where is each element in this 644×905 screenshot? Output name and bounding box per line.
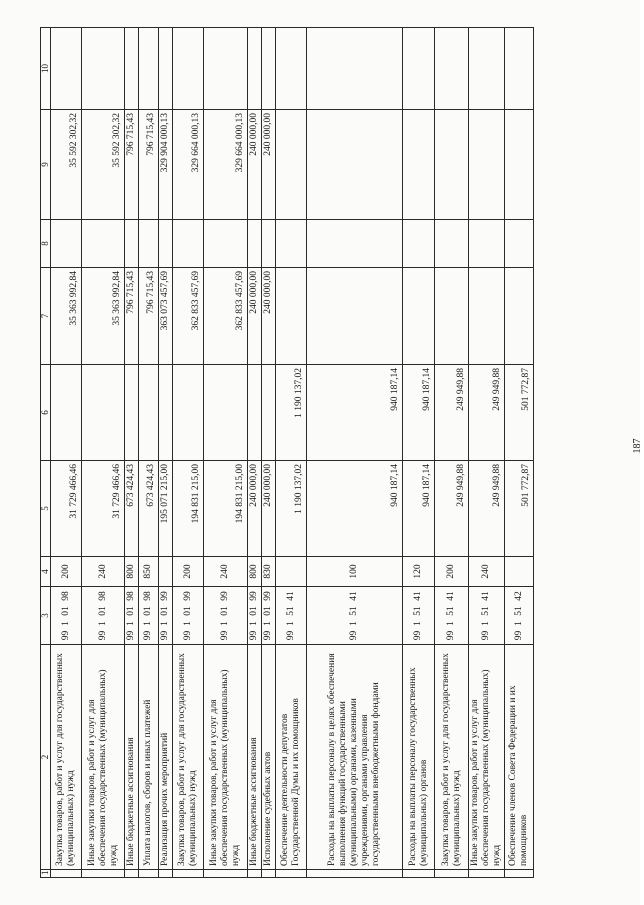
column-header-7: 7 xyxy=(41,268,51,365)
row-col-10-cell xyxy=(469,28,505,110)
code-part: 1 xyxy=(513,621,524,626)
code-part: 1 xyxy=(285,621,296,626)
row-col-10-cell xyxy=(435,28,469,110)
row-col-8-cell xyxy=(82,220,125,268)
row-col-10-cell xyxy=(51,28,82,110)
row-col-7-cell: 796 715,43 xyxy=(139,268,159,365)
row-name-cell: Иные закупки товаров, работ и услуг для обеспечения государственных (муниципальных) нужд xyxy=(204,645,248,870)
row-code-cell xyxy=(435,587,469,645)
row-col-5-cell: 31 729 466,46 xyxy=(51,461,82,557)
code-part: 99 xyxy=(413,630,423,641)
row-col-7-cell: 363 073 457,69 xyxy=(159,268,173,365)
code-part: 99 xyxy=(60,630,71,641)
row-col-9-cell: 796 715,43 xyxy=(139,110,159,220)
column-header-5: 5 xyxy=(41,461,51,557)
row-col-4-cell xyxy=(505,557,534,587)
row-col-6-cell xyxy=(125,365,139,461)
row-code-cell xyxy=(307,587,403,645)
row-col-8-cell xyxy=(159,220,173,268)
row-col-6-cell xyxy=(262,365,276,461)
row-col-8-cell xyxy=(51,220,82,268)
row-col-8-cell xyxy=(505,220,534,268)
code-part: 1 xyxy=(143,621,153,626)
row-col-1-cell xyxy=(248,870,262,878)
row-col-4-cell xyxy=(159,557,173,587)
row-col-9-cell: 796 715,43 xyxy=(125,110,139,220)
row-col-9-cell: 329 664 000,13 xyxy=(173,110,204,220)
code-part: 41 xyxy=(413,591,423,601)
row-col-10-cell xyxy=(307,28,403,110)
code-part: 51 xyxy=(513,606,524,616)
code-part: 99 xyxy=(263,591,273,601)
row-col-7-cell: 362 833 457,69 xyxy=(173,268,204,365)
row-col-5-cell: 940 187,14 xyxy=(307,461,403,557)
row-col-10-cell xyxy=(403,28,435,110)
row-col-4-cell: 100 xyxy=(307,557,403,587)
row-col-10-cell xyxy=(204,28,248,110)
column-header-2: 2 xyxy=(41,645,51,870)
table-row xyxy=(505,28,534,878)
row-col-7-cell: 35 363 992,84 xyxy=(51,268,82,365)
row-name-cell: Расходы на выплаты персоналу в целях обеспечения выполнения функций государственными (муниципальными) органами, казенными учреждениями, органами управления государственными внебюджетными фондами xyxy=(307,645,403,870)
row-col-8-cell xyxy=(173,220,204,268)
code-part: 99 xyxy=(446,630,456,641)
row-col-8-cell xyxy=(262,220,276,268)
row-col-1-cell xyxy=(51,870,82,878)
table-row xyxy=(82,28,125,878)
code-part: 42 xyxy=(513,591,524,601)
code-part: 98 xyxy=(60,591,71,601)
row-col-1-cell xyxy=(469,870,505,878)
table-row xyxy=(262,28,276,878)
row-code-cell xyxy=(82,587,125,645)
table-row xyxy=(403,28,435,878)
row-col-6-cell: 501 772,87 xyxy=(505,365,534,461)
column-number-row xyxy=(41,28,51,878)
row-col-4-cell: 200 xyxy=(435,557,469,587)
row-col-4-cell: 800 xyxy=(248,557,262,587)
row-col-10-cell xyxy=(262,28,276,110)
code-part: 99 xyxy=(220,630,230,641)
row-col-10-cell xyxy=(125,28,139,110)
code-part: 01 xyxy=(220,606,230,616)
code-part: 1 xyxy=(446,621,456,626)
column-header-3: 3 xyxy=(41,587,51,645)
table-row xyxy=(435,28,469,878)
row-col-1-cell xyxy=(159,870,173,878)
row-col-1-cell xyxy=(435,870,469,878)
row-col-6-cell: 940 187,14 xyxy=(403,365,435,461)
row-col-1-cell xyxy=(505,870,534,878)
row-col-9-cell: 329 664 000,13 xyxy=(204,110,248,220)
code-part: 51 xyxy=(446,606,456,616)
row-col-4-cell: 240 xyxy=(204,557,248,587)
row-name-cell: Иные закупки товаров, работ и услуг для обеспечения государственных (муниципальных) нужд xyxy=(82,645,125,870)
row-col-1-cell xyxy=(262,870,276,878)
row-code-cell xyxy=(173,587,204,645)
code-part: 99 xyxy=(513,630,524,641)
code-part: 51 xyxy=(481,606,491,616)
code-part: 01 xyxy=(249,606,259,616)
row-col-4-cell: 240 xyxy=(82,557,125,587)
table-body xyxy=(41,28,534,878)
code-part: 99 xyxy=(126,630,136,641)
row-col-6-cell: 940 187,14 xyxy=(307,365,403,461)
code-part: 99 xyxy=(182,630,193,641)
row-col-6-cell xyxy=(159,365,173,461)
code-part: 1 xyxy=(220,621,230,626)
row-col-7-cell: 240 000,00 xyxy=(248,268,262,365)
row-col-6-cell xyxy=(173,365,204,461)
row-col-5-cell: 31 729 466,46 xyxy=(82,461,125,557)
row-col-9-cell xyxy=(469,110,505,220)
row-col-10-cell xyxy=(276,28,307,110)
row-col-8-cell xyxy=(139,220,159,268)
code-part: 99 xyxy=(182,591,193,601)
row-col-9-cell: 240 000,00 xyxy=(248,110,262,220)
row-col-10-cell xyxy=(505,28,534,110)
code-part: 01 xyxy=(126,606,136,616)
row-col-9-cell xyxy=(307,110,403,220)
row-code-cell xyxy=(469,587,505,645)
row-col-10-cell xyxy=(139,28,159,110)
row-name-cell: Обеспечение членов Совета Федерации и их помощников xyxy=(505,645,534,870)
code-part: 1 xyxy=(263,621,273,626)
column-header-9: 9 xyxy=(41,110,51,220)
code-part: 41 xyxy=(349,591,359,601)
row-col-7-cell xyxy=(403,268,435,365)
code-part: 41 xyxy=(285,591,296,601)
row-col-9-cell xyxy=(276,110,307,220)
table-row xyxy=(173,28,204,878)
table-row xyxy=(125,28,139,878)
row-name-cell: Иные закупки товаров, работ и услуг для обеспечения государственных (муниципальных) нужд xyxy=(469,645,505,870)
row-col-7-cell xyxy=(469,268,505,365)
row-col-9-cell xyxy=(403,110,435,220)
code-part: 01 xyxy=(160,606,170,616)
column-header-1: 1 xyxy=(41,870,51,878)
column-header-8: 8 xyxy=(41,220,51,268)
row-col-10-cell xyxy=(82,28,125,110)
row-col-1-cell xyxy=(204,870,248,878)
row-col-8-cell xyxy=(307,220,403,268)
row-col-5-cell: 501 772,87 xyxy=(505,461,534,557)
row-col-4-cell: 850 xyxy=(139,557,159,587)
code-part: 99 xyxy=(349,630,359,641)
code-part: 1 xyxy=(182,621,193,626)
row-col-8-cell xyxy=(276,220,307,268)
row-col-6-cell xyxy=(51,365,82,461)
code-part: 99 xyxy=(220,591,230,601)
table-row xyxy=(276,28,307,878)
row-col-4-cell xyxy=(276,557,307,587)
code-part: 1 xyxy=(160,621,170,626)
row-col-5-cell: 194 831 215,00 xyxy=(204,461,248,557)
row-col-5-cell: 194 831 215,00 xyxy=(173,461,204,557)
row-col-6-cell xyxy=(248,365,262,461)
row-col-7-cell: 796 715,43 xyxy=(125,268,139,365)
row-code-cell xyxy=(403,587,435,645)
row-name-cell: Расходы на выплаты персоналу государственных (муниципальных) органов xyxy=(403,645,435,870)
column-header-6: 6 xyxy=(41,365,51,461)
row-col-1-cell xyxy=(173,870,204,878)
row-col-1-cell xyxy=(403,870,435,878)
row-col-7-cell xyxy=(307,268,403,365)
row-code-cell xyxy=(248,587,262,645)
code-part: 99 xyxy=(143,630,153,641)
code-part: 99 xyxy=(285,630,296,641)
row-col-4-cell: 800 xyxy=(125,557,139,587)
row-col-5-cell: 240 000,00 xyxy=(262,461,276,557)
row-col-5-cell: 673 424,43 xyxy=(125,461,139,557)
code-part: 99 xyxy=(249,591,259,601)
row-col-5-cell: 249 949,88 xyxy=(469,461,505,557)
code-part: 1 xyxy=(97,621,108,626)
row-col-5-cell: 1 190 137,02 xyxy=(276,461,307,557)
row-name-cell: Иные бюджетные ассигнования xyxy=(125,645,139,870)
table-row xyxy=(204,28,248,878)
row-col-10-cell xyxy=(248,28,262,110)
row-name-cell: Исполнение судебных актов xyxy=(262,645,276,870)
row-code-cell xyxy=(159,587,173,645)
code-part: 98 xyxy=(143,591,153,601)
row-col-5-cell: 249 949,88 xyxy=(435,461,469,557)
column-header-4: 4 xyxy=(41,557,51,587)
row-col-9-cell xyxy=(435,110,469,220)
row-col-9-cell: 240 000,00 xyxy=(262,110,276,220)
code-part: 01 xyxy=(263,606,273,616)
row-col-9-cell: 35 592 302,32 xyxy=(51,110,82,220)
row-code-cell xyxy=(505,587,534,645)
row-col-7-cell: 35 363 992,84 xyxy=(82,268,125,365)
code-part: 51 xyxy=(413,606,423,616)
row-col-1-cell xyxy=(125,870,139,878)
row-col-6-cell: 249 949,88 xyxy=(435,365,469,461)
row-col-8-cell xyxy=(248,220,262,268)
row-col-6-cell xyxy=(204,365,248,461)
row-col-9-cell: 329 904 000,13 xyxy=(159,110,173,220)
row-col-1-cell xyxy=(276,870,307,878)
page-number: 187 xyxy=(632,438,643,454)
row-col-8-cell xyxy=(125,220,139,268)
row-col-5-cell: 240 000,00 xyxy=(248,461,262,557)
code-part: 41 xyxy=(446,591,456,601)
column-header-10: 10 xyxy=(41,28,51,110)
row-name-cell: Закупка товаров, работ и услуг для государственных (муниципальных) нужд xyxy=(435,645,469,870)
row-col-7-cell xyxy=(435,268,469,365)
code-part: 01 xyxy=(143,606,153,616)
row-col-10-cell xyxy=(159,28,173,110)
code-part: 01 xyxy=(182,606,193,616)
code-part: 41 xyxy=(481,591,491,601)
row-col-8-cell xyxy=(204,220,248,268)
row-col-4-cell: 200 xyxy=(173,557,204,587)
row-col-1-cell xyxy=(307,870,403,878)
table-row xyxy=(469,28,505,878)
row-name-cell: Закупка товаров, работ и услуг для государственных (муниципальных) нужд xyxy=(51,645,82,870)
code-part: 1 xyxy=(249,621,259,626)
row-col-6-cell: 249 949,88 xyxy=(469,365,505,461)
table-row xyxy=(248,28,262,878)
row-col-9-cell: 35 592 302,32 xyxy=(82,110,125,220)
row-col-4-cell: 120 xyxy=(403,557,435,587)
row-name-cell: Закупка товаров, работ и услуг для государственных (муниципальных) нужд xyxy=(173,645,204,870)
row-col-6-cell: 1 190 137,02 xyxy=(276,365,307,461)
code-part: 99 xyxy=(97,630,108,641)
row-col-7-cell: 240 000,00 xyxy=(262,268,276,365)
row-name-cell: Уплата налогов, сборов и иных платежей xyxy=(139,645,159,870)
code-part: 01 xyxy=(97,606,108,616)
row-col-4-cell: 200 xyxy=(51,557,82,587)
row-col-8-cell xyxy=(435,220,469,268)
code-part: 51 xyxy=(285,606,296,616)
row-col-7-cell xyxy=(505,268,534,365)
row-col-1-cell xyxy=(82,870,125,878)
row-code-cell xyxy=(276,587,307,645)
row-col-7-cell xyxy=(276,268,307,365)
row-col-7-cell: 362 833 457,69 xyxy=(204,268,248,365)
code-part: 1 xyxy=(349,621,359,626)
row-col-1-cell xyxy=(139,870,159,878)
table-row xyxy=(159,28,173,878)
row-code-cell xyxy=(51,587,82,645)
code-part: 1 xyxy=(60,621,71,626)
table-row xyxy=(139,28,159,878)
code-part: 99 xyxy=(249,630,259,641)
code-part: 01 xyxy=(60,606,71,616)
code-part: 1 xyxy=(413,621,423,626)
row-col-8-cell xyxy=(469,220,505,268)
row-code-cell xyxy=(262,587,276,645)
rotated-sheet xyxy=(40,28,643,878)
budget-table xyxy=(40,27,534,878)
row-name-cell: Реализация прочих мероприятий xyxy=(159,645,173,870)
code-part: 51 xyxy=(349,606,359,616)
code-part: 99 xyxy=(263,630,273,641)
table-row xyxy=(51,28,82,878)
row-name-cell: Иные бюджетные ассигнования xyxy=(248,645,262,870)
row-code-cell xyxy=(139,587,159,645)
code-part: 99 xyxy=(160,630,170,641)
row-col-10-cell xyxy=(173,28,204,110)
row-col-8-cell xyxy=(403,220,435,268)
table-row xyxy=(307,28,403,878)
code-part: 98 xyxy=(126,591,136,601)
code-part: 98 xyxy=(97,591,108,601)
row-col-6-cell xyxy=(139,365,159,461)
row-code-cell xyxy=(125,587,139,645)
row-col-5-cell: 940 187,14 xyxy=(403,461,435,557)
row-col-5-cell: 195 071 215,00 xyxy=(159,461,173,557)
row-col-4-cell: 830 xyxy=(262,557,276,587)
row-name-cell: Обеспечение деятельности депутатов Государственной Думы и их помощников xyxy=(276,645,307,870)
row-code-cell xyxy=(204,587,248,645)
code-part: 1 xyxy=(481,621,491,626)
row-col-4-cell: 240 xyxy=(469,557,505,587)
row-col-9-cell xyxy=(505,110,534,220)
row-col-6-cell xyxy=(82,365,125,461)
code-part: 1 xyxy=(126,621,136,626)
code-part: 99 xyxy=(160,591,170,601)
code-part: 99 xyxy=(481,630,491,641)
row-col-5-cell: 673 424,43 xyxy=(139,461,159,557)
